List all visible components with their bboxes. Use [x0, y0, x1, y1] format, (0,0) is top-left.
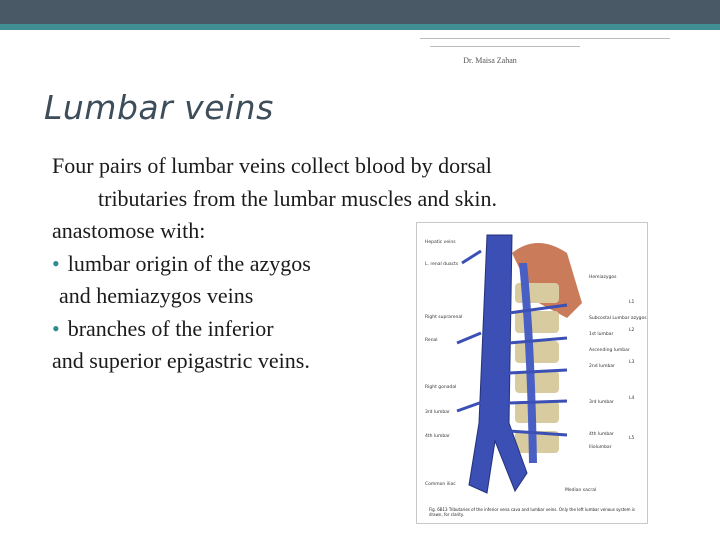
- label-2nd-lumbar: 2nd lumbar: [589, 364, 615, 369]
- label-1st-lumbar: 1st lumbar: [589, 332, 614, 337]
- bullet-marker: •: [52, 315, 60, 341]
- label-subcostal: Subcostal Lumbar azygos: [589, 316, 647, 321]
- label-iliolumbar: Iliolumbar: [589, 445, 612, 450]
- body-line-1: Four pairs of lumbar veins collect blood by dorsal: [52, 153, 492, 178]
- label-right-gonadal: Right gonadal: [425, 385, 457, 390]
- label-l5: L5: [629, 436, 635, 441]
- label-hemiazygos: Hemiazygos: [589, 275, 617, 280]
- label-renal-duacts: L. renal duacts: [425, 262, 459, 267]
- author-credit: Dr. Maisa Zahan: [463, 56, 517, 65]
- label-l3: L3: [629, 360, 635, 365]
- inferior-vena-cava: [469, 235, 527, 493]
- label-l2: L2: [629, 328, 635, 333]
- label-l1: L1: [629, 300, 635, 305]
- body-line-2: tributaries from the lumbar muscles and skin.: [98, 185, 497, 211]
- label-4th-lumbar-left: 4th lumbar: [425, 434, 450, 439]
- label-right-suprarenal: Right suprarenal: [425, 315, 463, 320]
- label-l4: L4: [629, 396, 635, 401]
- header-rule-bottom: [430, 46, 580, 47]
- slide-title: Lumbar veins: [44, 88, 274, 127]
- label-ascending-lumbar: Ascending lumbar: [589, 348, 630, 353]
- bullet-text-2: branches of the inferior: [67, 315, 274, 341]
- header-rule-top: [420, 38, 670, 39]
- figure-caption: Fig. 6B13 Tributaries of the inferior vena cava and lumbar veins. Only the left lumbar venous system is drawn, for clarity.: [429, 507, 635, 517]
- label-4th-lumbar-right: 4th lumbar: [589, 432, 614, 437]
- label-3rd-lumbar-left: 3rd lumbar: [425, 410, 450, 415]
- bullet-marker: •: [52, 250, 60, 276]
- anatomy-figure: [416, 222, 648, 524]
- bullet-text-1: lumbar origin of the azygos: [67, 250, 311, 276]
- body-line-5: and hemiazygos veins: [59, 283, 254, 308]
- label-3rd-lumbar-right: 3rd lumbar: [589, 400, 614, 405]
- header-accent-stripe: [0, 24, 720, 30]
- anatomy-illustration: [417, 223, 647, 523]
- label-hepatic-veins: Hepatic veins: [425, 240, 456, 245]
- body-line-7: and superior epigastric veins.: [52, 348, 310, 373]
- label-median-sacral: Median sacral: [565, 488, 597, 493]
- header-band: [0, 0, 720, 24]
- body-line-3: anastomose with:: [52, 218, 206, 243]
- label-common-iliac: Common iliac: [425, 482, 456, 487]
- label-renal: Renal: [425, 338, 438, 343]
